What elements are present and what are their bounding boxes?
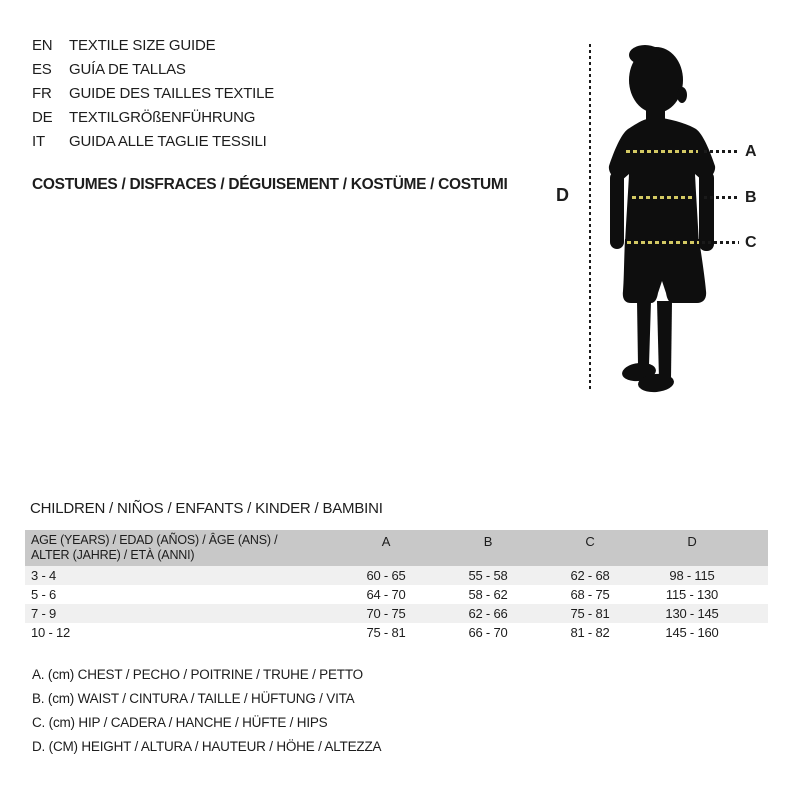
waist-cell: 55 - 58 [468,568,508,583]
table-row [25,623,768,642]
waist-measure-line [632,196,693,199]
language-code: DE [32,109,53,126]
chest-pointer-line [704,150,739,153]
height-cell: 115 - 130 [665,587,719,602]
language-text: GUIDA ALLE TAGLIE TESSILI [69,133,267,150]
age-cell: 10 - 12 [31,625,71,640]
chest-cell: 70 - 75 [366,606,406,621]
hip-measure-line [627,241,699,244]
age-header-line1: AGE (YEARS) / EDAD (AÑOS) / ÂGE (ANS) / [31,533,278,547]
hip-cell: 62 - 68 [570,568,610,583]
measure-label-c: C [745,234,757,251]
age-cell: 7 - 9 [31,606,57,621]
measure-legend [32,663,381,759]
language-text: TEXTILE SIZE GUIDE [69,37,216,54]
measure-label-b: B [745,189,757,206]
table-row [25,604,768,623]
legend-waist: B. (cm) WAIST / CINTURA / TAILLE / HÜFTUNG / VITA [32,691,355,706]
column-header-d: D [687,534,697,549]
height-cell: 130 - 145 [665,606,719,621]
size-table [25,530,768,642]
language-text: GUÍA DE TALLAS [69,61,186,78]
measure-label-d: D [556,185,569,205]
height-cell: 98 - 115 [669,568,715,583]
hip-cell: 68 - 75 [570,587,610,602]
table-header-row [25,530,768,566]
waist-cell: 58 - 62 [468,587,508,602]
language-code: ES [32,61,52,78]
table-row [25,585,768,604]
table-title: CHILDREN / NIÑOS / ENFANTS / KINDER / BAMBINI [30,500,383,517]
legend-hip: C. (cm) HIP / CADERA / HANCHE / HÜFTE / HIPS [32,715,328,730]
chest-cell: 64 - 70 [366,587,406,602]
hip-pointer-line [702,241,739,244]
measure-label-a: A [745,143,757,160]
language-code: EN [32,37,53,54]
column-header-b: B [483,534,493,549]
waist-cell: 62 - 66 [468,606,508,621]
chest-cell: 60 - 65 [366,568,406,583]
chest-cell: 75 - 81 [366,625,406,640]
column-header-c: C [585,534,595,549]
age-cell: 3 - 4 [31,568,57,583]
age-column-header [25,530,335,566]
hip-cell: 75 - 81 [570,606,610,621]
chest-measure-line [626,150,698,153]
height-dotted-line [589,44,591,392]
language-code: FR [32,85,52,102]
legend-chest: A. (cm) CHEST / PECHO / POITRINE / TRUHE / PETTO [32,667,363,682]
hip-cell: 81 - 82 [570,625,610,640]
child-silhouette-image [600,33,732,395]
legend-height: D. (CM) HEIGHT / ALTURA / HAUTEUR / HÖHE / ALTEZZA [32,739,382,754]
language-text: GUIDE DES TAILLES TEXTILE [69,85,275,102]
language-code: IT [32,133,45,150]
table-row [25,566,768,585]
waist-cell: 66 - 70 [468,625,508,640]
age-cell: 5 - 6 [31,587,57,602]
language-text: TEXTILGRÖßENFÜHRUNG [69,109,256,126]
category-heading: COSTUMES / DISFRACES / DÉGUISEMENT / KOSTÜME / COSTUMI [32,176,508,193]
height-cell: 145 - 160 [665,625,719,640]
column-header-a: A [381,534,391,549]
age-header-line2: ALTER (JAHRE) / ETÀ (ANNI) [31,548,195,562]
waist-pointer-line [704,196,739,199]
